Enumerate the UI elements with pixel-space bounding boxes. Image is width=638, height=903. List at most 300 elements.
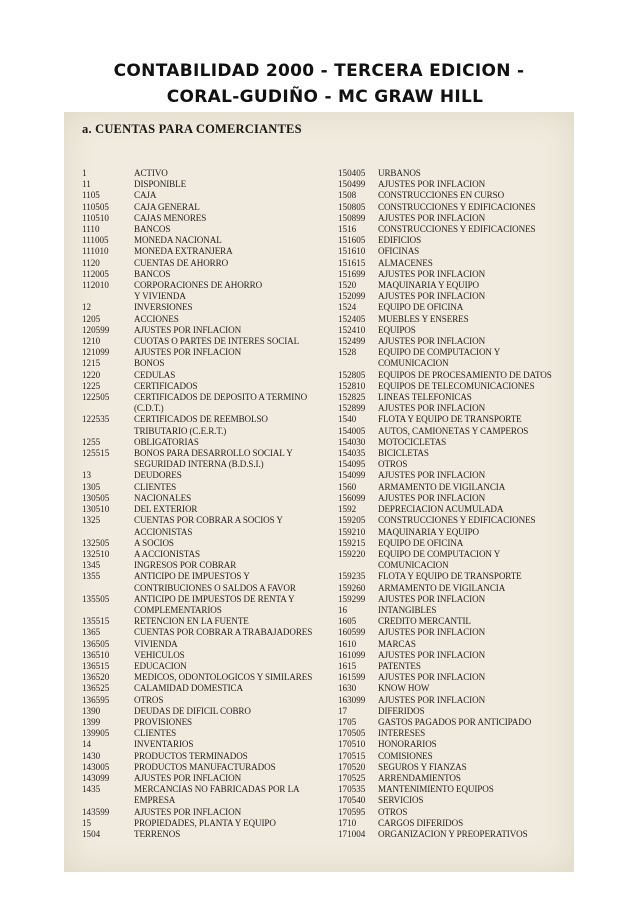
account-code: 125515 [82,448,110,459]
account-code: 121099 [82,347,110,358]
account-row [338,762,564,773]
account-code: 150405 [338,168,366,178]
account-row [82,571,332,582]
account-name: CARGOS DIFERIDOS [378,817,464,828]
account-row [338,527,564,538]
account-row [338,179,564,190]
account-code: 160599 [338,627,366,638]
account-row [82,627,332,638]
account-code: 159260 [338,582,366,593]
account-name: MAQUINARIA Y EQUIPO [378,526,479,537]
account-row [82,381,332,392]
account-name: AJUSTES POR INFLACION [378,268,486,279]
account-row [82,168,332,179]
account-row [338,549,564,560]
account-row [82,639,332,650]
account-code: 171004 [338,828,366,839]
account-code: 170525 [338,772,366,783]
account-row [82,762,332,773]
account-name: CERTIFICADOS DE DEPOSITO A TERMINO [134,392,308,403]
account-name: MANTENIMIENTO EQUIPOS [378,784,494,795]
account-name: AJUSTES POR INFLACION [378,403,486,414]
account-name: CERTIFICADOS DE REEMBOLSO [134,414,268,425]
account-code: 151610 [338,246,366,257]
account-name: BANCOS [134,224,171,235]
account-code: 135505 [82,593,110,604]
account-code: 159215 [338,537,366,548]
account-code: 111010 [82,246,109,257]
account-row [82,426,332,437]
account-name: OTROS [378,806,408,817]
account-row [338,661,564,672]
account-name: AJUSTES POR INFLACION [378,492,486,503]
account-name: BONOS PARA DESARROLLO SOCIAL Y [134,448,293,459]
account-name: CERTIFICADOS [134,380,198,391]
account-name: PROVISIONES [134,716,193,727]
account-code: 15 [82,817,92,828]
account-row [82,325,332,336]
account-code: 1710 [338,817,357,828]
account-code: 152825 [338,392,366,403]
account-row [82,739,332,750]
account-name: COMPLEMENTARIOS [134,604,222,615]
account-name: ALMACENES [378,257,433,268]
account-row [82,594,332,605]
account-code: 152899 [338,403,366,414]
account-row [82,470,332,481]
account-name: AJUSTES POR INFLACION [378,593,486,604]
account-code: 1215 [82,358,101,369]
account-name: INVENTARIOS [134,739,194,750]
account-code [82,459,134,470]
account-row [338,269,564,280]
account-row [82,605,332,616]
account-row [82,706,332,717]
account-name: AJUSTES POR INFLACION [378,336,486,347]
account-code: 143005 [82,761,110,772]
account-row [338,302,564,313]
account-code: 156099 [338,492,366,503]
account-code: 1220 [82,369,101,380]
account-row [82,370,332,381]
account-name: EQUIPO DE COMPUTACION Y [378,548,501,559]
account-row [338,168,564,179]
account-code: 154030 [338,436,366,447]
account-code: 1508 [338,190,357,201]
account-code: 12 [82,302,92,313]
account-name: CONTRIBUCIONES O SALDOS A FAVOR [134,582,296,593]
account-code: 152099 [338,291,366,302]
account-code: 135515 [82,616,110,627]
account-name: AJUSTES POR INFLACION [134,347,242,358]
account-row [82,213,332,224]
account-row [82,751,332,762]
account-row [338,538,564,549]
account-row [338,381,564,392]
account-name: BONOS [134,358,165,369]
account-row [338,751,564,762]
account-code: 1605 [338,616,357,627]
account-row [338,504,564,515]
account-code: 130510 [82,504,110,515]
header-line-2: CORAL-GUDIÑO - MC GRAW HILL [166,87,484,107]
account-code: 1705 [338,716,357,727]
account-row [82,291,332,302]
account-name: OFICINAS [378,246,420,257]
account-row [338,717,564,728]
account-row [338,291,564,302]
account-row [82,448,332,459]
account-code: 132505 [82,537,110,548]
account-code: 1345 [82,560,101,571]
account-code: 1524 [338,302,357,313]
account-name: COMUNICACION [378,358,449,369]
account-name: AJUSTES POR INFLACION [378,179,486,190]
account-code: 1520 [338,280,357,291]
account-name: INVERSIONES [134,302,193,313]
account-row [82,795,332,806]
account-name: MONEDA NACIONAL [134,235,222,246]
account-code [82,527,134,538]
account-code: 1516 [338,224,357,235]
account-code: 170520 [338,761,366,772]
account-code: 16 [338,604,348,615]
account-code: 110510 [82,212,109,223]
account-code: 161599 [338,672,366,683]
account-row [338,807,564,818]
account-name: CUENTAS POR COBRAR A SOCIOS Y [134,515,283,526]
account-name: CLIENTES [134,481,177,492]
account-row [338,773,564,784]
account-code: 132510 [82,548,110,559]
account-name: SERVICIOS [378,795,424,806]
account-code: 150899 [338,212,366,223]
account-code: 1630 [338,683,357,694]
account-name: EMPRESA [134,795,176,806]
account-row [338,392,564,403]
account-code: 159220 [338,548,366,559]
account-row [338,695,564,706]
account-row [338,235,564,246]
account-name: BANCOS [134,268,171,279]
account-code: 136520 [82,672,110,683]
account-name: DIFERIDOS [378,705,425,716]
account-name: GASTOS PAGADOS POR ANTICIPADO [378,716,532,727]
account-name: NACIONALES [134,492,192,503]
account-row [82,773,332,784]
account-row [338,403,564,414]
account-name: PATENTES [378,660,421,671]
account-code: 1255 [82,436,101,447]
account-name: A SOCIOS [134,537,174,548]
account-row [82,695,332,706]
account-name: EQUIPO DE OFICINA [378,537,464,548]
account-code: 159205 [338,515,366,526]
account-row [82,347,332,358]
account-code: 170510 [338,739,366,750]
account-name: EQUIPO DE COMPUTACION Y [378,347,501,358]
account-row [82,403,332,414]
account-name: CONSTRUCCIONES EN CURSO [378,190,505,201]
account-row [338,258,564,269]
account-code: 1592 [338,504,357,515]
account-row [82,560,332,571]
account-code: 170595 [338,806,366,817]
account-name: LINEAS TELEFONICAS [378,392,472,403]
account-row [82,818,332,829]
account-code: 170535 [338,784,366,795]
account-code: 1615 [338,660,357,671]
account-code: 161099 [338,649,366,660]
account-name: CONSTRUCCIONES Y EDIFICACIONES [378,224,536,235]
account-name: CONSTRUCCIONES Y EDIFICACIONES [378,201,536,212]
account-row [82,302,332,313]
account-row [338,784,564,795]
account-name: OBLIGATORIAS [134,436,199,447]
account-code [82,426,134,437]
account-name: ANTICIPO DE IMPUESTOS DE RENTA Y [134,593,295,604]
account-row [82,616,332,627]
account-code: 1540 [338,414,357,425]
account-code: 154035 [338,448,366,459]
account-row [338,639,564,650]
account-code: 1560 [338,481,357,492]
account-name: DEL EXTERIOR [134,504,198,515]
account-name: HONORARIOS [378,739,437,750]
account-row [338,459,564,470]
account-name: CAJA GENERAL [134,201,200,212]
account-name: A ACCIONISTAS [134,548,200,559]
account-code: 1504 [82,828,101,839]
account-row [82,336,332,347]
account-name: ARRENDAMIENTOS [378,772,461,783]
account-code: 130505 [82,492,110,503]
account-name: PRODUCTOS MANUFACTURADOS [134,761,276,772]
account-name: URBANOS [378,168,421,178]
account-row [82,314,332,325]
account-row [82,784,332,795]
account-row [82,728,332,739]
account-code [338,358,378,369]
account-row [338,739,564,750]
account-code [82,795,134,806]
account-code: 154099 [338,470,366,481]
account-code: 122535 [82,414,110,425]
account-name: CAJA [134,190,157,201]
account-code: 136505 [82,638,110,649]
account-row [338,829,564,840]
account-code: 1 [82,168,87,178]
account-row [82,414,332,425]
account-name: MEDICOS, ODONTOLOGICOS Y SIMILARES [134,672,313,683]
account-code: 159235 [338,571,366,582]
account-row [338,426,564,437]
account-code [82,403,134,414]
account-code: 110505 [82,201,109,212]
account-name: CREDITO MERCANTIL [378,616,471,627]
account-name: CAJAS MENORES [134,212,207,223]
account-row [338,627,564,638]
account-row [82,672,332,683]
account-row [82,504,332,515]
account-code: 1205 [82,313,101,324]
document-header [0,58,638,110]
account-name: VEHICULOS [134,649,185,660]
account-row [338,437,564,448]
account-row [338,414,564,425]
account-name: INTERESES [378,728,426,739]
account-row [338,493,564,504]
account-name: INTANGIBLES [378,604,437,615]
account-code: 1399 [82,716,101,727]
account-code: 152499 [338,336,366,347]
account-name: PROPIEDADES, PLANTA Y EQUIPO [134,817,276,828]
account-name: AJUSTES POR INFLACION [378,291,486,302]
account-row [338,583,564,594]
account-code: 17 [338,705,348,716]
account-row [338,370,564,381]
account-name: TERRENOS [134,828,181,839]
account-code: 139905 [82,728,110,739]
account-name: DISPONIBLE [134,179,187,190]
account-code: 1120 [82,257,100,268]
account-code: 1528 [338,347,357,358]
account-row [338,482,564,493]
account-row [82,235,332,246]
account-row [338,594,564,605]
account-code: 14 [82,739,92,750]
account-name: ACCIONES [134,313,179,324]
account-code: 159299 [338,593,366,604]
account-code [338,560,378,571]
account-row [338,314,564,325]
account-row [82,583,332,594]
account-code: 143599 [82,806,110,817]
account-code: 120599 [82,324,110,335]
account-code: 170515 [338,750,366,761]
account-row [82,269,332,280]
account-code: 154005 [338,425,366,436]
account-code [82,605,134,616]
account-row [82,258,332,269]
account-name: DEUDAS DE DIFICIL COBRO [134,705,251,716]
accounts-column-right [338,168,564,840]
account-code [82,291,134,302]
account-code: 1325 [82,515,101,526]
account-name: AJUSTES POR INFLACION [134,806,242,817]
account-code: 1430 [82,750,101,761]
account-name: AJUSTES POR INFLACION [378,627,486,638]
account-name: EDUCACION [134,660,187,671]
account-name: ORGANIZACION Y PREOPERATIVOS [378,828,528,839]
account-code: 1610 [338,638,357,649]
account-code: 111005 [82,235,109,246]
account-row [338,213,564,224]
account-row [338,336,564,347]
account-name: AJUSTES POR INFLACION [378,470,486,481]
account-name: MAQUINARIA Y EQUIPO [378,280,479,291]
account-code: 122505 [82,392,110,403]
account-row [82,661,332,672]
account-code: 152805 [338,369,366,380]
account-name: SEGURIDAD INTERNA (B.D.S.I.) [134,459,264,470]
account-row [338,470,564,481]
account-code: 152810 [338,380,366,391]
account-name: EQUIPOS DE PROCESAMIENTO DE DATOS [378,369,552,380]
account-code: 159210 [338,526,366,537]
account-name: KNOW HOW [378,683,430,694]
account-name: ANTICIPO DE IMPUESTOS Y [134,571,250,582]
account-name: CEDULAS [134,369,176,380]
account-code: 1435 [82,784,101,795]
account-code: 1390 [82,705,101,716]
account-code: 136595 [82,694,110,705]
account-code: 143099 [82,772,110,783]
account-row [338,325,564,336]
account-name: MERCANCIAS NO FABRICADAS POR LA [134,784,300,795]
account-name: CALAMIDAD DOMESTICA [134,683,243,694]
account-name: AJUSTES POR INFLACION [378,649,486,660]
account-row [338,358,564,369]
account-name: MUEBLES Y ENSERES [378,313,469,324]
account-code: 1225 [82,380,101,391]
account-name: AUTOS, CAMIONETAS Y CAMPEROS [378,425,529,436]
account-row [338,728,564,739]
account-name: INGRESOS POR COBRAR [134,560,237,571]
account-code: 1110 [82,224,100,235]
account-row [82,179,332,190]
account-name: ARMAMENTO DE VIGILANCIA [378,481,506,492]
account-name: EQUIPOS [378,324,416,335]
account-name: COMUNICACION [378,560,449,571]
account-row [82,650,332,661]
account-name: SEGUROS Y FIANZAS [378,761,467,772]
account-row [338,190,564,201]
account-code: 136510 [82,649,110,660]
account-row [338,202,564,213]
account-row [338,650,564,661]
account-row [338,448,564,459]
account-row [338,706,564,717]
account-row [82,224,332,235]
account-name: FLOTA Y EQUIPO DE TRANSPORTE [378,571,522,582]
account-code: 150499 [338,179,366,190]
header-line-1: CONTABILIDAD 2000 - TERCERA EDICION - [113,61,525,81]
account-name: MONEDA EXTRANJERA [134,246,233,257]
account-row [338,818,564,829]
account-row [82,493,332,504]
account-code: 151605 [338,235,366,246]
account-name: MARCAS [378,638,416,649]
account-name: MOTOCICLETAS [378,436,447,447]
section-title: a. CUENTAS PARA COMERCIANTES [82,122,302,136]
accounts-column-left [82,168,332,840]
account-name: DEUDORES [134,470,182,481]
account-name: (C.D.T.) [134,403,164,414]
account-row [338,672,564,683]
account-code: 136525 [82,683,110,694]
account-name: EQUIPO DE OFICINA [378,302,464,313]
account-name: AJUSTES POR INFLACION [134,772,242,783]
account-row [82,527,332,538]
account-row [82,358,332,369]
account-row [82,717,332,728]
account-row [338,795,564,806]
account-code: 150805 [338,201,366,212]
account-code: 1210 [82,336,101,347]
account-row [338,347,564,358]
account-code: 112005 [82,268,109,279]
